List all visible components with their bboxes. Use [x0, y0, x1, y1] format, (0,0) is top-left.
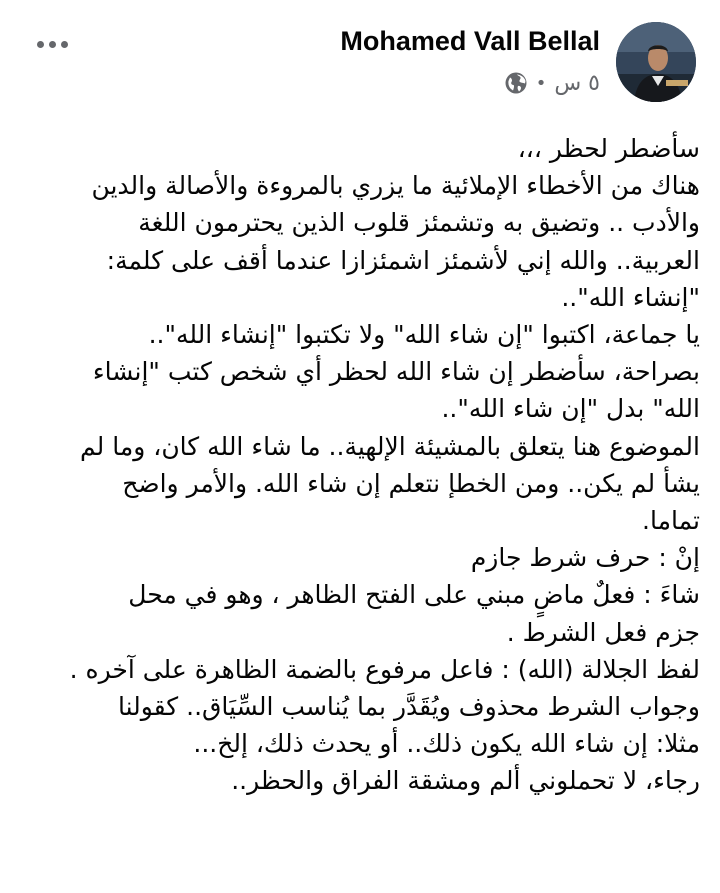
post-line: العربية.. والله إني لأشمئز اشمئزازا عندما أقف على كلمة: — [106, 245, 700, 275]
post-meta — [504, 70, 600, 96]
post-line: والأدب .. وتضيق به وتشمئز قلوب الذين يحترمون اللغة — [138, 208, 700, 238]
post-line: رجاء، لا تحملوني ألم ومشقة الفراق والحظر.. — [231, 766, 700, 796]
more-dot — [61, 41, 68, 48]
post-line: تماما. — [642, 506, 700, 536]
post-line: بصراحة، سأضطر إن شاء الله لحظر أي شخص كتب "إنشاء — [92, 357, 700, 387]
post-line: يا جماعة، اكتبوا "إن شاء الله" ولا تكتبوا "إنشاء الله".. — [148, 320, 700, 350]
author-avatar[interactable] — [616, 22, 696, 102]
post-line: مثلا: إن شاء الله يكون ذلك.. أو يحدث ذلك، إلخ... — [193, 729, 700, 759]
post-body — [22, 130, 700, 800]
post-line: الله" بدل "إن شاء الله".. — [441, 394, 700, 424]
post-line: هناك من الأخطاء الإملائية ما يزري بالمروءة والأصالة والدين — [91, 171, 700, 201]
post-line: يشأ لم يكن.. ومن الخطإ نتعلم إن شاء الله. والأمر واضح — [122, 468, 700, 498]
post-line: جزم فعل الشرط . — [506, 617, 700, 647]
post-line: شاءَ : فعلٌ ماضٍ مبني على الفتح الظاهر ، وهو في محل — [128, 580, 700, 610]
post-line: "إنشاء الله".. — [561, 282, 700, 312]
post-line: الموضوع هنا يتعلق بالمشيئة الإلهية.. ما شاء الله كان، وما لم — [80, 431, 700, 461]
more-dot — [49, 41, 56, 48]
post-line: لفظ الجلالة (الله) : فاعل مرفوع بالضمة الظاهرة على آخره . — [69, 654, 700, 684]
more-options-button[interactable] — [32, 34, 72, 54]
post-header — [0, 22, 720, 112]
meta-separator: • — [535, 72, 547, 94]
globe-icon[interactable] — [504, 71, 528, 95]
post-line: سأضطر لحظر ،،، — [517, 134, 700, 163]
post-line: إنْ : حرف شرط جازم — [470, 543, 700, 573]
author-name[interactable]: Mohamed Vall Bellal — [340, 26, 600, 56]
post-time[interactable]: ٥ س — [554, 70, 600, 96]
post-line: وجواب الشرط محذوف ويُقَدَّر بما يُناسب السِّيَاق.. كقولنا — [117, 692, 700, 722]
more-horizontal-icon — [37, 41, 44, 48]
